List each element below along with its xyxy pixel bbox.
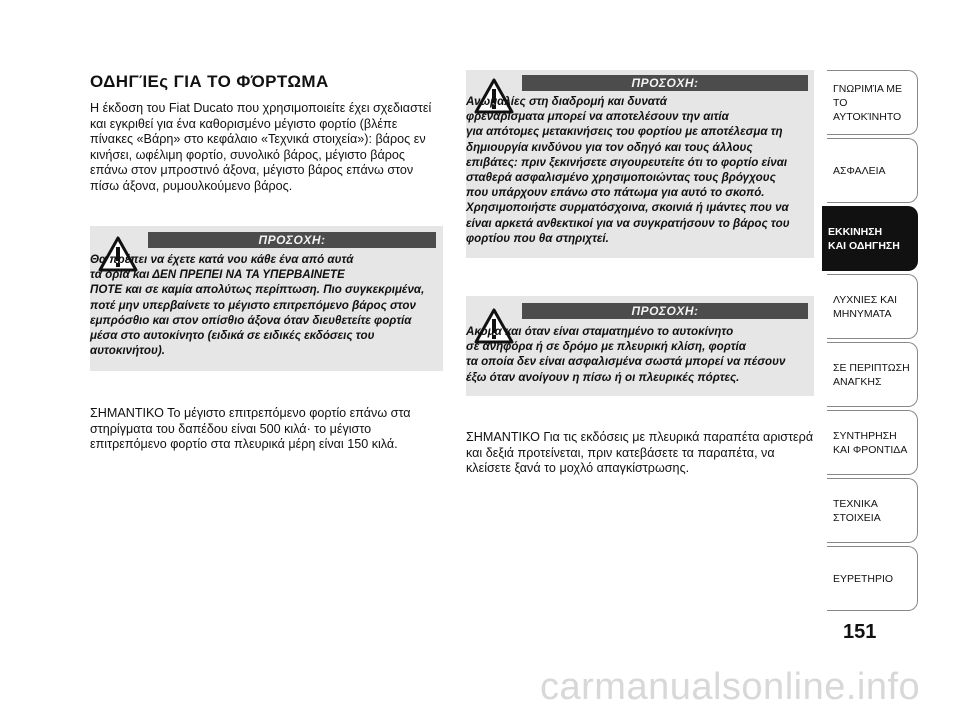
page-number: 151: [843, 621, 877, 643]
warning-header: ΠΡΟΣΟΧΗ:: [522, 75, 808, 91]
tab-maintenance[interactable]: ΣΥΝΤΗΡΗΣΗ ΚΑΙ ΦΡΟΝΤΙΔΑ: [827, 410, 918, 475]
warning-box-secure-load: [466, 70, 814, 258]
warning-text: Ανωμαλίες στη διαδρομή και δυνατά φρεναρίσματα μπορεί να αποτελέσουν την αιτία για απότομες μετακινήσεις του φορτίου με αποτέλεσμα τη δημιουργία κινδύνου για τον οδηγό και τους άλλους επιβάτες: πριν ξεκινήσετε σιγουρευτείτε ότι το φορτίο είναι σταθερά ασφαλισμένο χρησιμοποιώντας τους βρόγχους που υπάρχουν επάνω στο πάτωμα για αυτό το σκοπό. Χρησιμοποιήστε συρματόσχοινα, σκοινιά ή ιμάντες που να είναι αρκετά ανθεκτικοί για να συγκρατήσουν το βάρος του φορτίου που θα στηριχτεί.: [466, 95, 790, 245]
tab-index[interactable]: ΕΥΡΕΤΗΡΙΟ: [827, 546, 918, 611]
tab-lights-messages[interactable]: ΛΥΧΝΙΕΣ ΚΑΙ ΜΗΝΥΜΑΤΑ: [827, 274, 918, 339]
note-side-panels: ΣΗΜΑΝΤΙΚΟ Για τις εκδόσεις με πλευρικά παραπέτα αριστερά και δεξιά προτείνεται, πριν κατεβάσετε τα παραπέτα, να κλείσετε ξανά το μοχλό απαγκίστρωσης.: [466, 430, 814, 475]
warning-text: Ακόμα και όταν είναι σταματημένο το αυτοκίνητο σε ανηφόρα ή σε δρόμο με πλευρική κλίση, φορτία τα οποία δεν είναι ασφαλισμένα σωστά μπορεί να πέσουν έξω όταν ανοίγουν η πίσω ή οι πλευρικές πόρτες.: [466, 325, 786, 384]
tab-safety[interactable]: ΑΣΦΑΛΕΙΑ: [827, 138, 918, 203]
tab-technical-data[interactable]: ΤΕΧΝΙΚΑ ΣΤΟΙΧΕΙΑ: [827, 478, 918, 543]
warning-text: Θα πρέπει να έχετε κατά νου κάθε ένα από αυτά τα όρια και ΔΕΝ ΠΡΕΠΕΙ ΝΑ ΤΑ ΥΠΕΡΒΑΙΝΕΤΕ ΠΟΤΕ και σε καμία απολύτως περίπτωση. Πιο συγκεκριμένα, ποτέ μην υπερβαίνετε το μέγιστο επιτρεπόμενο βάρος στον εμπρόσθιο και στον οπίσθιο άξονα όταν διευθετείτε φορτία μέσα στο αυτοκίνητο (ειδικά σε ειδικές εκδόσεις του αυτοκινήτου).: [90, 253, 425, 358]
warning-header: ΠΡΟΣΟΧΗ:: [148, 232, 436, 248]
tab-getting-to-know[interactable]: ΓΝΩΡΙΜΊΑ ΜΕ ΤΟ ΑΥΤΟΚΊΝΗΤΟ: [827, 70, 918, 135]
intro-paragraph: Η έκδοση του Fiat Ducato που χρησιμοποιείτε έχει σχεδιαστεί και εγκριθεί για ένα καθορισμένο μέγιστο φορτίο (βλέπε πίνακες «Βάρη» στο κεφάλαιο «Τεχνικά στοιχεία»): βάρος εν κινήσει, ωφέλιμη φορτίο, συνολικό βάρος, μέγιστο βάρος επάνω στον μπροστινό άξονα, μέγιστο βάρος επάνω στον πίσω άξονα, ρυμουλκούμενο βάρος.: [90, 101, 432, 193]
tab-emergency[interactable]: ΣΕ ΠΕΡΙΠΤΩΣΗ ΑΝΑΓΚΗΣ: [827, 342, 918, 407]
note-floor-load: ΣΗΜΑΝΤΙΚΟ Το μέγιστο επιτρεπόμενο φορτίο επάνω στα στηρίγματα του δαπέδου είναι 500 κιλά· το μέγιστο επιτρεπόμενο φορτίο στα πλευρικά μέρη είναι 150 κιλά.: [90, 406, 411, 451]
page-title: ΟΔΗΓΊΕς ΓΙΑ ΤΟ ΦΌΡΤΩΜΑ: [90, 72, 329, 91]
tab-starting-driving[interactable]: ΕΚΚΙΝΗΣΗ ΚΑΙ ΟΔΗΓΗΣΗ: [822, 206, 918, 271]
warning-box-doors: [466, 296, 814, 396]
watermark: carmanualsonline.info: [540, 666, 921, 708]
warning-box-load-limits: [90, 226, 443, 371]
warning-header: ΠΡΟΣΟΧΗ:: [522, 303, 808, 319]
